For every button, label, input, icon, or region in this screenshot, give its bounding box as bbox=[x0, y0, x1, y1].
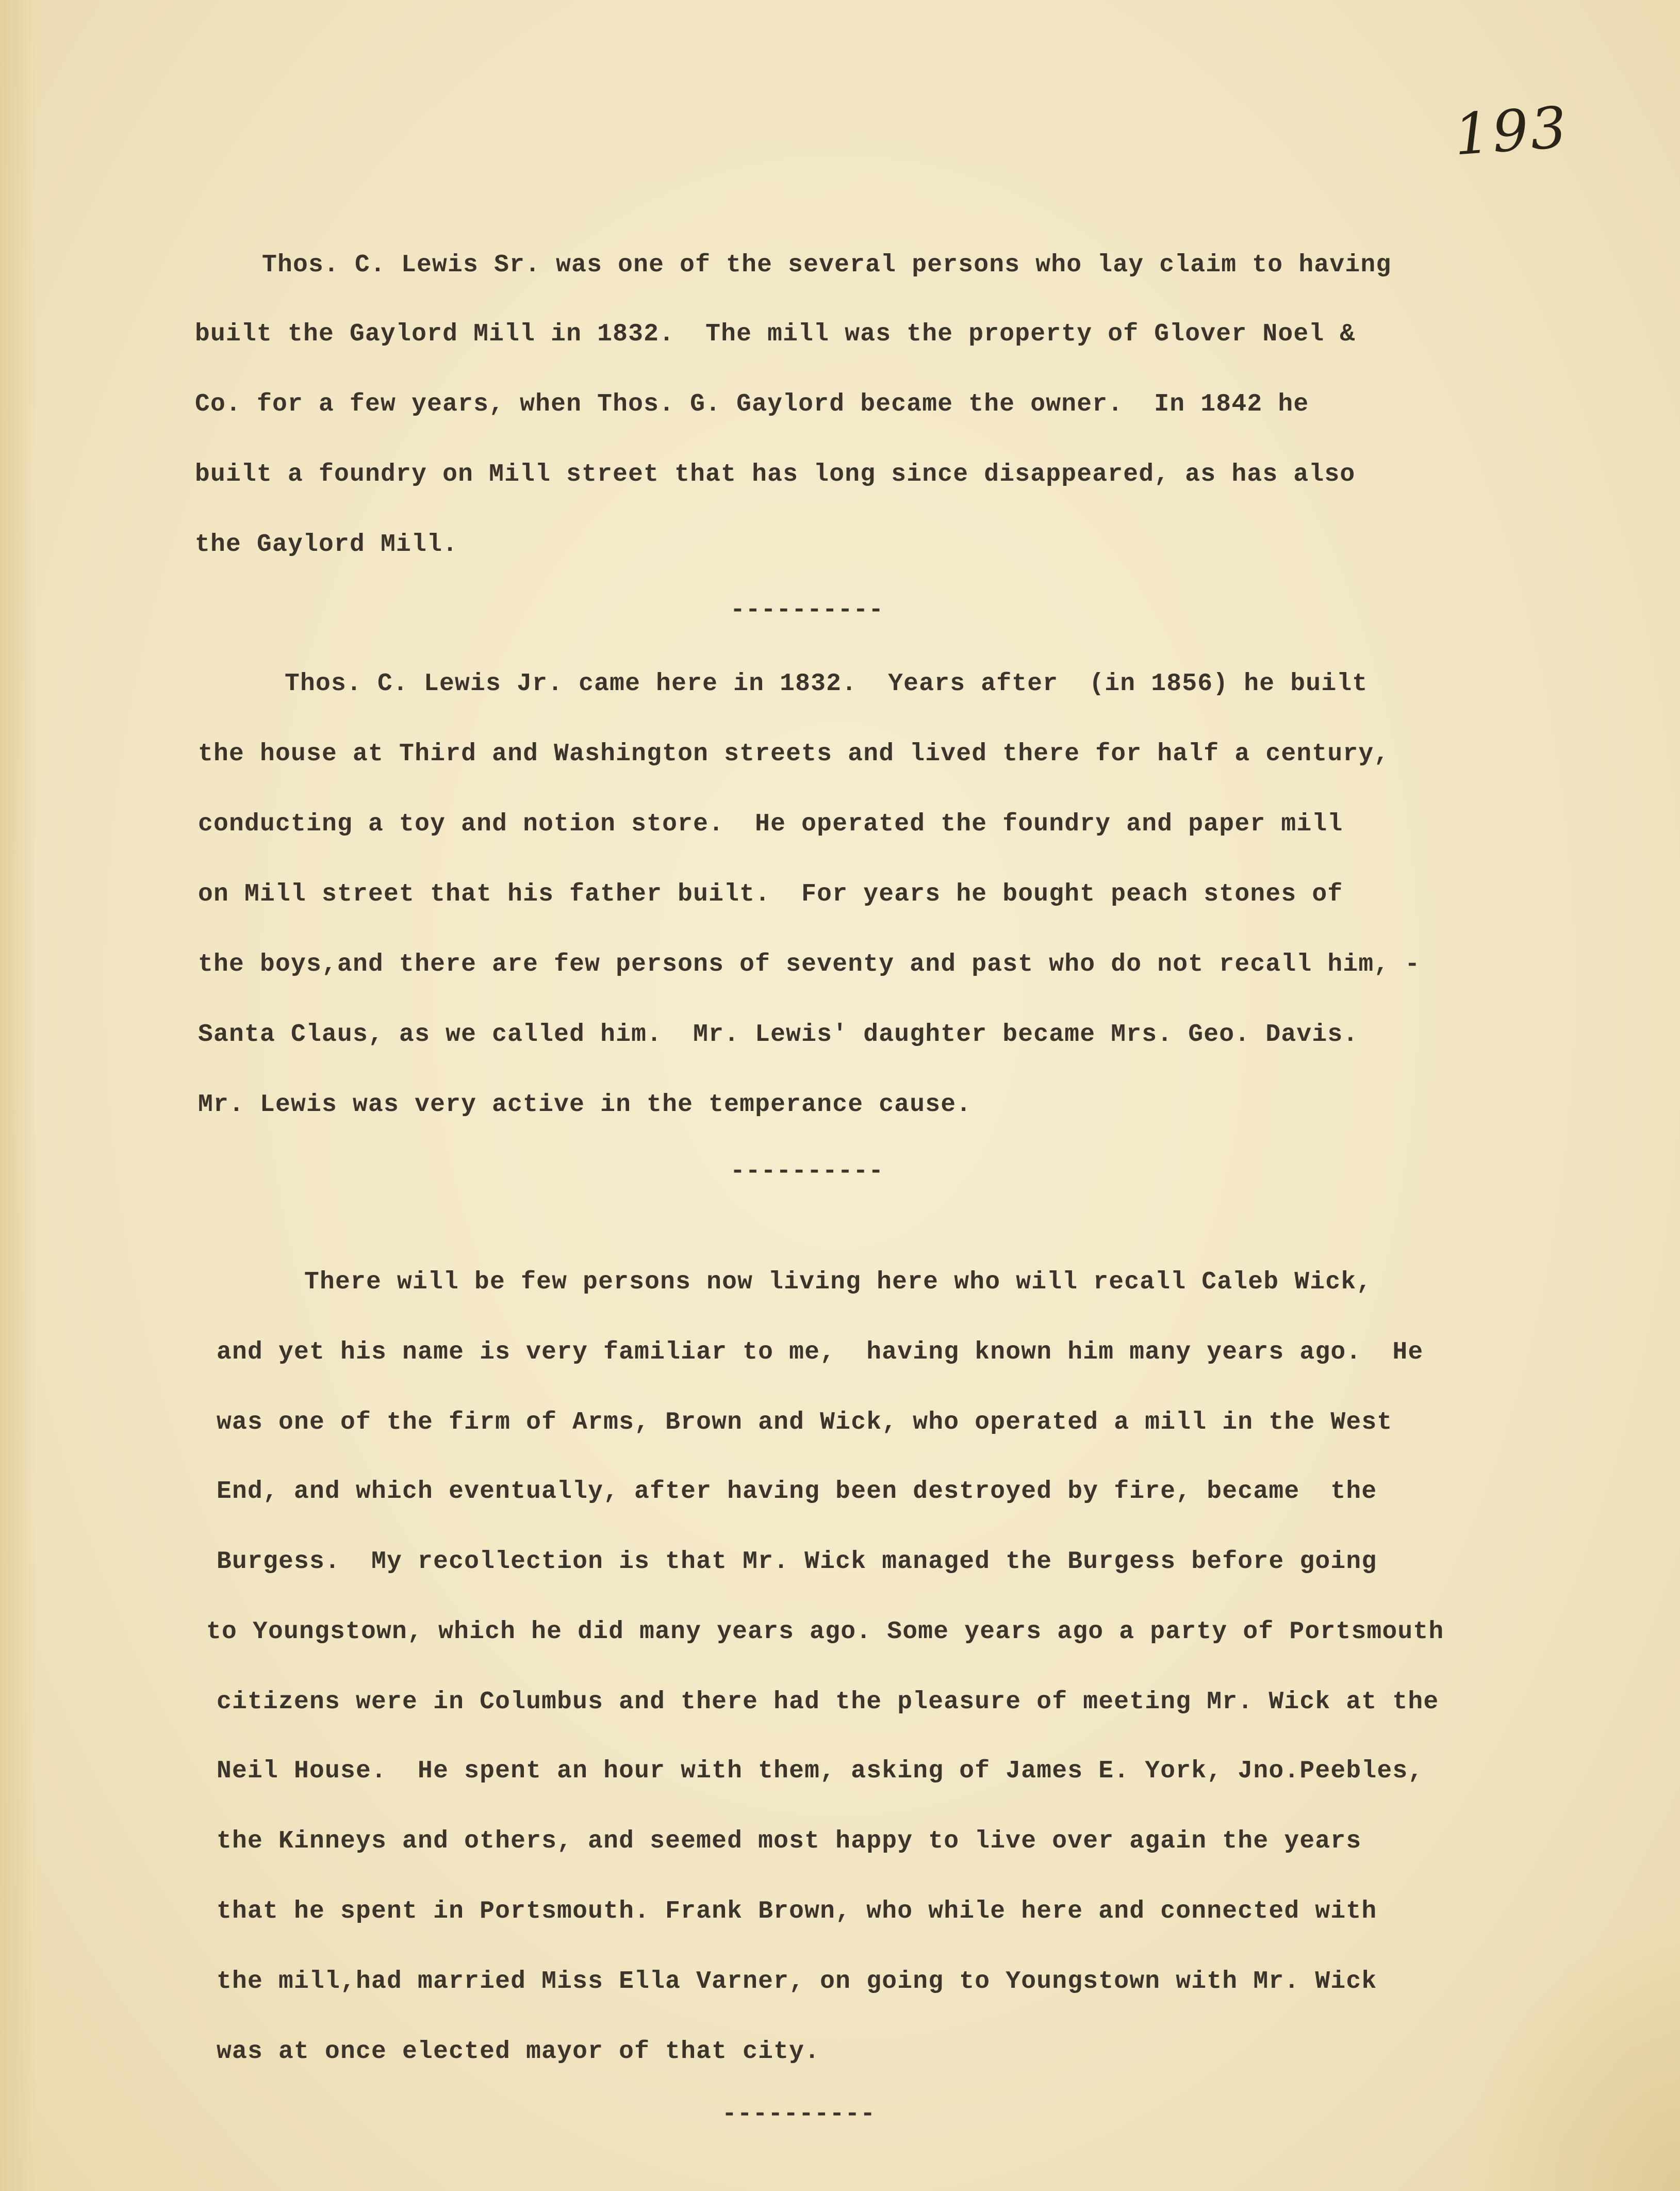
paragraph-2-line-2: the house at Third and Washington streets and lived there for half a century, bbox=[198, 740, 1390, 768]
paragraph-2-line-6: Santa Claus, as we called him. Mr. Lewis' daughter became Mrs. Geo. Davis. bbox=[198, 1021, 1359, 1049]
page-number: 193 bbox=[1452, 94, 1571, 168]
paragraph-2-line-1: Thos. C. Lewis Jr. came here in 1832. Years after (in 1856) he built bbox=[285, 670, 1368, 698]
paragraph-1-line-5: the Gaylord Mill. bbox=[195, 531, 458, 559]
section-divider-2: ---------- bbox=[730, 1157, 884, 1185]
paragraph-2-line-3: conducting a toy and notion store. He operated the foundry and paper mill bbox=[198, 810, 1343, 838]
paragraph-1-line-3: Co. for a few years, when Thos. G. Gaylord became the owner. In 1842 he bbox=[195, 390, 1309, 418]
paragraph-2-line-4: on Mill street that his father built. For years he bought peach stones of bbox=[198, 880, 1343, 908]
paragraph-3-line-12: was at once elected mayor of that city. bbox=[217, 2038, 820, 2066]
paragraph-3-line-10: that he spent in Portsmouth. Frank Brown, who while here and connected with bbox=[217, 1898, 1377, 1925]
paragraph-3-line-7: citizens were in Columbus and there had the pleasure of meeting Mr. Wick at the bbox=[217, 1688, 1439, 1716]
paragraph-3-line-4: End, and which eventually, after having been destroyed by fire, became the bbox=[217, 1478, 1377, 1506]
section-divider-1: ---------- bbox=[730, 596, 884, 624]
paragraph-3-line-6: to Youngstown, which he did many years ago. Some years ago a party of Portsmouth bbox=[206, 1618, 1444, 1646]
section-divider-3: ---------- bbox=[722, 2100, 876, 2128]
paragraph-3-line-8: Neil House. He spent an hour with them, asking of James E. York, Jno.Peebles, bbox=[217, 1757, 1424, 1785]
paragraph-3-line-9: the Kinneys and others, and seemed most happy to live over again the years bbox=[217, 1827, 1362, 1855]
paragraph-1-line-2: built the Gaylord Mill in 1832. The mill was the property of Glover Noel & bbox=[195, 320, 1356, 348]
paragraph-3-line-5: Burgess. My recollection is that Mr. Wick managed the Burgess before going bbox=[217, 1548, 1377, 1576]
paragraph-2-line-5: the boys,and there are few persons of seventy and past who do not recall him, - bbox=[198, 951, 1421, 978]
paragraph-1-line-4: built a foundry on Mill street that has long since disappeared, as has also bbox=[195, 461, 1356, 488]
paragraph-2-line-7: Mr. Lewis was very active in the temperance cause. bbox=[198, 1091, 972, 1119]
paragraph-3-line-3: was one of the firm of Arms, Brown and Wick, who operated a mill in the West bbox=[217, 1409, 1393, 1436]
paragraph-3-line-11: the mill,had married Miss Ella Varner, on going to Youngstown with Mr. Wick bbox=[217, 1968, 1377, 1996]
paragraph-3-line-1: There will be few persons now living here who will recall Caleb Wick, bbox=[304, 1268, 1372, 1296]
paragraph-3-line-2: and yet his name is very familiar to me, having known him many years ago. He bbox=[217, 1338, 1424, 1366]
paragraph-1-line-1: Thos. C. Lewis Sr. was one of the several persons who lay claim to having bbox=[262, 251, 1392, 279]
